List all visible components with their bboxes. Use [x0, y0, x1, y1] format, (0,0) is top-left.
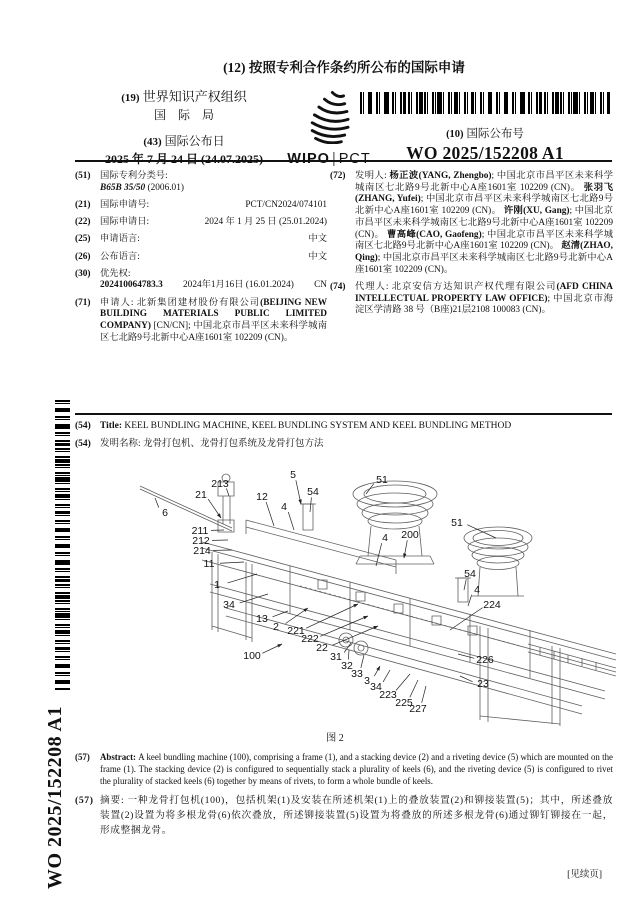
figure-label-223: 223: [379, 689, 397, 701]
field-entry-54: [75, 438, 613, 450]
pubdate-label: 国际公布日: [164, 134, 225, 148]
field-code: (54): [75, 421, 91, 431]
figure-leader: [273, 611, 288, 617]
text-segment: 许刚(XU, Gang): [503, 206, 570, 217]
field-body: [355, 282, 613, 317]
figure-leader: [286, 608, 308, 623]
figure-caption: 图 2: [326, 733, 344, 744]
header-divider: [75, 160, 612, 162]
figure-leader: [468, 595, 472, 606]
publication-number: WO 2025/152208 A1: [406, 143, 564, 163]
sidebar-publication-number: WO 2025/152208 A1: [44, 706, 66, 889]
field-entry-57: [75, 793, 613, 839]
field-code: (30): [75, 268, 91, 279]
figure-label-12: 12: [256, 491, 268, 503]
text-segment: 中文: [308, 251, 327, 262]
field-code: (26): [75, 251, 91, 262]
text-segment: 国际申请日:: [100, 217, 150, 228]
text-segment: 2024 年 1 月 25 日 (25.01.2024): [204, 217, 327, 228]
figure-label-224: 224: [483, 599, 501, 611]
publication-number-block: [358, 92, 612, 164]
field-body: [100, 252, 327, 264]
figure-leader: [344, 643, 351, 652]
field-body: [100, 793, 613, 839]
text-segment: (AFD CHINA INTELLECTUAL PROPERTY LAW OFFICE): [355, 281, 613, 304]
text-segment: 代理人: 北京安信方达知识产权代理有限公司: [355, 281, 557, 292]
text-segment: PCT/CN2024/074101: [245, 199, 327, 210]
field-code-43: (43): [143, 136, 162, 148]
figure-label-5: 5: [290, 469, 296, 481]
field-body: [355, 171, 613, 276]
field-body: [100, 171, 327, 194]
text-segment: B65B 35/50: [100, 182, 146, 193]
field-line: [100, 171, 327, 183]
field-entry-26: [75, 252, 327, 264]
org-name: 世界知识产权组织: [142, 89, 247, 104]
field-body: [100, 269, 327, 292]
text-segment: KEEL BUNDLING MACHINE, KEEL BUNDLING SYSTEM AND KEEL BUNDLING METHOD: [124, 421, 512, 431]
text-segment: (BEIJING NEW BUILDING MATERIALS PUBLIC LIMITED COMPANY): [100, 297, 327, 332]
field-body: [100, 298, 327, 345]
field-entry-72: [330, 171, 613, 276]
text-segment: 优先权:: [100, 268, 131, 279]
figure-leader: [296, 480, 301, 504]
figure-leader: [410, 680, 418, 697]
figure-leader: [310, 497, 311, 512]
figure-label-214: 214: [193, 545, 211, 557]
field-body: [100, 217, 327, 229]
text-segment: 中文: [308, 234, 327, 245]
wipo-text: WIPO: [287, 151, 330, 167]
text-segment: 国际申请号:: [100, 199, 150, 210]
figure-label-54: 54: [307, 486, 319, 498]
org-name-line: [78, 86, 290, 105]
abstract-section: [75, 751, 613, 844]
figure-leader: [464, 579, 466, 590]
figure-label-51: 51: [376, 474, 388, 486]
figure-leader: [288, 512, 294, 530]
figure-leader: [450, 608, 483, 630]
publication-barcode: [360, 92, 610, 114]
text-segment: ; 中国北京市昌平区未来科学城南区七北路9号北新中心A座1601室 102209 (CN)。: [355, 194, 613, 217]
figure-label-212: 212: [192, 535, 210, 547]
figure-label-23: 23: [477, 678, 489, 690]
text-segment: ; 中国北京市昌平区未来科学城南区七北路9号北新中心A座1601室 102209 (CN)。: [355, 229, 613, 252]
figure-label-221: 221: [287, 625, 305, 637]
field-body: [100, 438, 613, 450]
figure-leader: [383, 670, 390, 682]
pubno-label: 国际公布号: [466, 128, 524, 140]
figure-leader: [396, 674, 410, 690]
figure-leader: [404, 540, 407, 558]
field-body: [100, 234, 327, 246]
text-segment: [CN/CN]; 中国北京市昌平区未来科学城南区七北路9号北新中心A座1601室 102209 (CN)。: [100, 321, 327, 343]
figure-label-34: 34: [370, 681, 382, 693]
field-line: [100, 183, 327, 195]
figure-label-227: 227: [409, 703, 427, 715]
title-divider: [75, 413, 612, 415]
text-segment: 公布语言:: [100, 251, 140, 262]
field-body: [100, 200, 327, 212]
field-code-19: (19): [121, 92, 140, 104]
text-segment: 发明名称: 龙骨打包机、龙骨打包系统及龙骨打包方法: [100, 439, 324, 449]
issuing-office-block: [78, 86, 290, 167]
field-code: (57): [75, 794, 94, 806]
figure-leader: [374, 666, 380, 676]
text-segment: ; 中国北京市昌平区未来科学城南区七北路9号北新中心A座1601室 102209 (CN)。: [355, 171, 613, 193]
text-segment: 摘要: 一种龙骨打包机(100)，包括机架(1)及安装在所述机架(1)上的叠放装置(2)和铆接装置(5)；其中，所述叠放装置(2)设置为将多根龙骨(6)依次叠放，所述铆接装置(5)设置为将叠放的所述多根龙骨(6)通过铆钉铆接在一起，形成整捆龙骨。: [100, 794, 613, 837]
biblio-right-column: [330, 171, 613, 322]
text-segment: 国际专利分类号:: [100, 171, 168, 181]
figure-label-4: 4: [474, 584, 480, 596]
pct-text: PCT: [338, 151, 371, 167]
figure-label-31: 31: [330, 651, 342, 663]
text-segment: 2024年1月16日 (16.01.2024): [183, 280, 294, 291]
figure-label-54: 54: [464, 568, 476, 580]
text-segment: 张羽飞(ZHANG, Yufei): [355, 182, 613, 205]
continued-note: [见续页]: [567, 870, 602, 880]
field-code: (25): [75, 234, 91, 245]
text-segment: 发明人:: [355, 171, 390, 181]
figure-label-100: 100: [243, 650, 261, 662]
figure-label-200: 200: [401, 529, 419, 541]
figure-leader: [262, 644, 282, 653]
figure-label-13: 13: [256, 613, 268, 625]
sidebar-barcode: [55, 400, 70, 690]
figure-label-22: 22: [316, 642, 328, 654]
field-line: [100, 269, 327, 281]
figure-label-222: 222: [301, 633, 319, 645]
figure-label-32: 32: [341, 660, 353, 672]
figure-label-11: 11: [203, 558, 215, 570]
text-segment: Title:: [100, 421, 125, 431]
field-body: [100, 420, 613, 432]
logo-divider: |: [331, 151, 337, 167]
figure-leader: [361, 655, 364, 668]
text-segment: 申请语言:: [100, 234, 140, 245]
figure-leader: [228, 574, 257, 583]
text-segment: 赵清(ZHAO, Qing): [355, 241, 613, 263]
figure-label-2: 2: [273, 621, 279, 633]
field-code: (71): [75, 297, 91, 308]
field-entry-30: [75, 269, 327, 292]
biblio-left-column: [75, 171, 327, 350]
field-code: (72): [330, 171, 346, 181]
figure-label-225: 225: [395, 697, 413, 709]
field-code: (54): [75, 439, 91, 449]
pubno-label-line: [358, 125, 612, 141]
figure-leader: [422, 686, 426, 703]
field-entry-74: [330, 282, 613, 317]
figure-label-4: 4: [281, 501, 287, 513]
text-segment: CN: [314, 280, 327, 291]
field-entry-25: [75, 234, 327, 246]
text-segment: ; 中国北京市昌平区未来科学城南区七北路9号北新中心A座1601室 102209 (CN)。: [355, 206, 613, 240]
text-segment: A keel bundling machine (100), comprising a frame (1), and a stacking device (2) and a riveting device (5) which are mounted on the frame (1). The stacking device (2) is configured to sequentially stack a plurality of keels (6), and the riveting device (5) is configured to rivet the plurality of stacked keels (6) together by means of rivets, to form a whole bundle of keels.: [100, 752, 613, 786]
field-code: (22): [75, 217, 91, 228]
text-segment: 申请人: 北新集团建材股份有限公司: [100, 297, 261, 308]
text-segment: ; 中国北京市海淀区学清路 38 号（B座)21层2108 100083 (CN)。: [355, 293, 613, 316]
figure-leader-lines: [155, 480, 496, 703]
figure-leader: [155, 498, 159, 508]
field-code: (74): [330, 281, 346, 292]
field-entry-57: [75, 751, 613, 787]
text-segment: ; 中国北京市昌平区未来科学城南区七北路9号北新中心A座1601室 102209 (CN)。: [355, 252, 613, 275]
figure-leader: [220, 562, 244, 563]
figure-leader: [208, 499, 221, 518]
text-segment: 曹高峰(CAO, Gaofeng): [387, 229, 482, 240]
figure-label-4: 4: [382, 532, 388, 544]
figure-label-34: 34: [223, 599, 235, 611]
figure-label-226: 226: [476, 654, 494, 666]
figure-leader: [348, 650, 349, 660]
field-code-10: (10): [446, 129, 464, 140]
text-segment: (2006.01): [145, 182, 184, 193]
org-subtitle: 国 际 局: [153, 108, 214, 122]
field-entry-54: [75, 420, 613, 432]
figure-label-3: 3: [364, 675, 370, 687]
title-section: [75, 420, 613, 456]
field-code: (57): [75, 752, 90, 762]
field-code: (51): [75, 171, 91, 181]
field-line: [100, 280, 327, 292]
field-entry-21: [75, 200, 327, 212]
figure-label-33: 33: [351, 668, 363, 680]
field-code: (21): [75, 199, 91, 210]
text-segment: 202410064783.3: [100, 280, 163, 291]
text-segment: 杨正波(YANG, Zhengbo): [389, 171, 492, 181]
figure-label-1: 1: [214, 579, 220, 591]
field-entry-51: [75, 171, 327, 194]
figure-label-213: 213: [211, 478, 229, 490]
figure-leader: [266, 502, 274, 526]
field-body: [100, 751, 613, 787]
text-segment: Abstract:: [100, 752, 139, 762]
field-entry-71: [75, 298, 327, 345]
figure-leader: [366, 484, 374, 494]
wipo-globe-icon: [294, 88, 364, 144]
pubdate-value: 2025 年 7 月 24 日 (24.07.2025): [105, 152, 263, 166]
figure-label-6: 6: [162, 507, 168, 519]
field-entry-22: [75, 217, 327, 229]
figure-label-51: 51: [451, 517, 463, 529]
figure-label-21: 21: [195, 489, 207, 501]
pubdate-line: [78, 132, 290, 149]
patent-figure: [60, 468, 616, 746]
publication-type-line: (12) 按照专利合作条约所公布的国际申请: [223, 60, 465, 75]
figure-label-211: 211: [191, 525, 209, 537]
